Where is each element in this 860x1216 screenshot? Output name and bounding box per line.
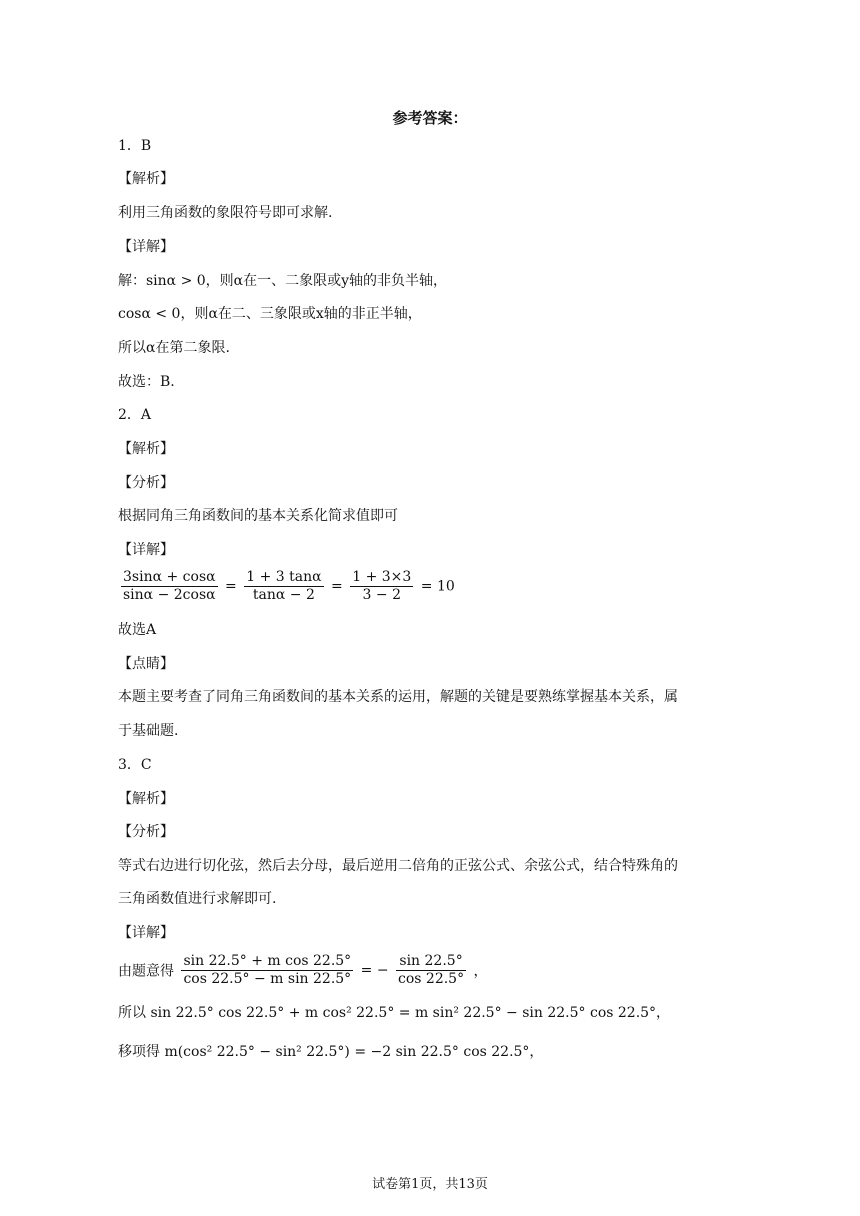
equals-minus-sign: = −	[360, 962, 389, 979]
q2-dianjing-tag: 【点睛】	[118, 656, 174, 672]
q1-analysis: 利用三角函数的象限符号即可求解.	[118, 205, 333, 221]
equation-result: = 10	[420, 578, 455, 595]
fraction-numerator: sin 22.5°	[396, 953, 466, 971]
q2-fraction-2	[244, 569, 323, 604]
equals-sign: =	[331, 578, 343, 595]
q2-detail-tag: 【详解】	[118, 542, 174, 558]
q1-answer: 1．B	[118, 138, 152, 154]
q1-choice: 故选：B.	[118, 374, 175, 390]
q3-fraction-1	[181, 953, 353, 988]
q2-fenxi: 根据同角三角函数间的基本关系化简求值即可	[118, 508, 398, 524]
q3-equation	[118, 953, 488, 988]
fraction-numerator: 1 + 3×3	[352, 569, 412, 585]
q2-dianjing-line-1: 本题主要考查了同角三角函数间的基本关系的运用，解题的关键是要熟练掌握基本关系，属	[118, 689, 678, 705]
q1-analysis-tag: 【解析】	[118, 171, 174, 187]
q3-fenxi-line-2: 三角函数值进行求解即可.	[118, 891, 277, 907]
fraction-numerator: 3sinα + cosα	[123, 569, 216, 585]
fraction-denominator: cos 22.5° − m sin 22.5°	[183, 971, 352, 987]
q2-choice: 故选A	[118, 622, 157, 638]
q3-analysis-tag: 【解析】	[118, 791, 174, 807]
page-title: 参考答案：	[392, 109, 468, 127]
fraction-numerator: sin 22.5° + m cos 22.5°	[183, 953, 352, 969]
q1-detail-line-1: 解：sinα > 0，则α在一、二象限或y轴的非负半轴，	[118, 273, 448, 289]
q2-answer: 2．A	[118, 407, 152, 423]
q3-answer: 3．C	[118, 757, 152, 773]
equals-sign: =	[225, 578, 237, 595]
fraction-denominator: 3 − 2	[362, 587, 401, 603]
q2-dianjing-line-2: 于基础题.	[118, 723, 179, 739]
q3-detail-line-2: 所以 sin 22.5° cos 22.5° + m cos² 22.5° = m sin² 22.5° − sin 22.5° cos 22.5°，	[118, 1005, 671, 1021]
fraction-numerator: 1 + 3 tanα	[246, 569, 322, 585]
q3-fenxi-tag: 【分析】	[118, 824, 174, 840]
q1-detail-line-3: 所以α在第二象限.	[118, 340, 230, 356]
fraction-denominator: sinα − 2cosα	[123, 587, 216, 603]
fraction-denominator: cos 22.5°	[398, 971, 465, 987]
q3-detail-tag: 【详解】	[118, 925, 174, 941]
q3-equation-end: ，	[473, 963, 488, 980]
page-footer: 试卷第1页，共13页	[372, 1177, 488, 1192]
q2-fenxi-tag: 【分析】	[118, 475, 174, 491]
q1-detail-line-2: cosα < 0，则α在二、三象限或x轴的非正半轴，	[118, 306, 422, 322]
q3-detail-line-3: 移项得 m(cos² 22.5° − sin² 22.5°) = −2 sin 22.5° cos 22.5°，	[118, 1044, 544, 1060]
q3-fenxi-line-1: 等式右边进行切化弦，然后去分母，最后逆用二倍角的正弦公式、余弦公式，结合特殊角的	[118, 858, 678, 874]
q2-fraction-3	[350, 569, 413, 604]
q1-detail-tag: 【详解】	[118, 239, 174, 255]
q2-equation	[118, 569, 455, 604]
q2-fraction-1	[121, 569, 218, 604]
q2-analysis-tag: 【解析】	[118, 441, 174, 457]
q3-equation-prefix: 由题意得	[118, 963, 174, 980]
fraction-denominator: tanα − 2	[252, 587, 315, 603]
q3-fraction-2	[396, 953, 466, 988]
